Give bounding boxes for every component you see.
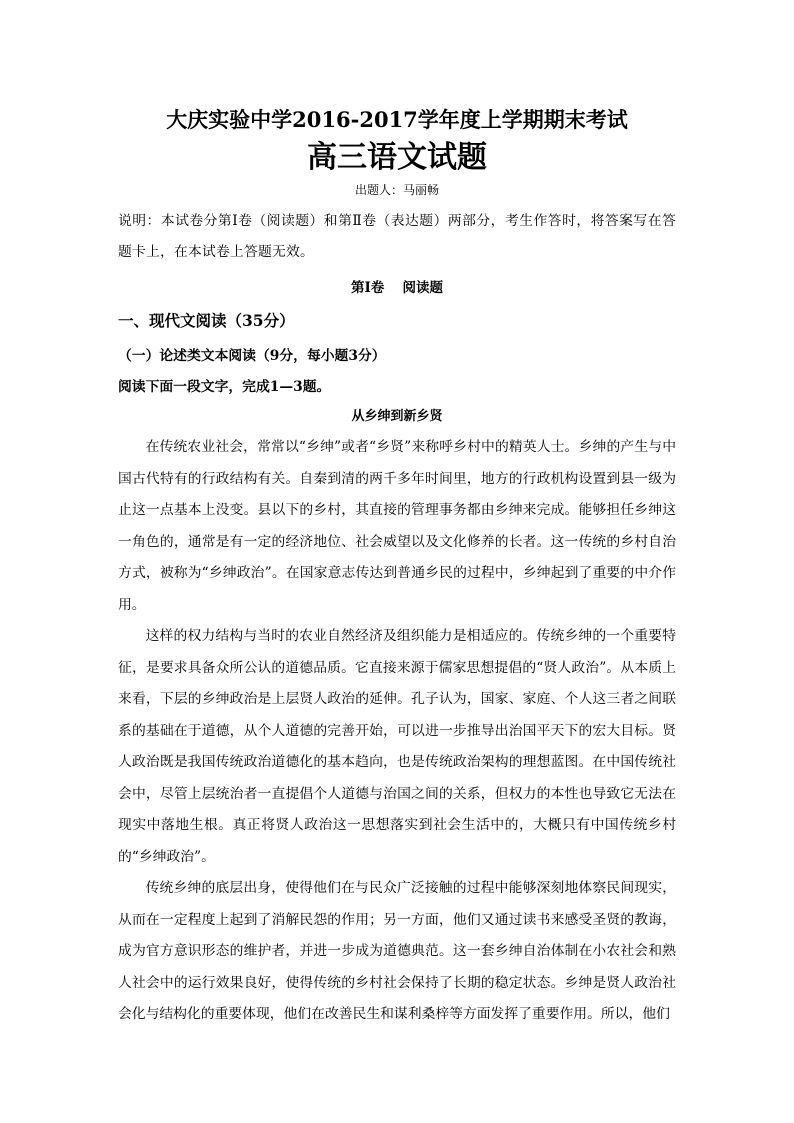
part-one-title: 第Ⅰ卷 阅读题 [350,280,443,296]
exam-instructions: 说明：本试卷分第Ⅰ卷（阅读题）和第Ⅱ卷（表达题）两部分，考生作答时，将答案写在答题卡上，在本试卷上答题无效。 [118,213,676,260]
article-paragraph-2: 这样的权力结构与当时的农业自然经济及组织能力是相适应的。传统乡绅的一个重要特征，是要求具备众所公认的道德品质。它直接来源于儒家思想提倡的“贤人政治”。从本质上来看，下层的乡绅政治是上层贤人政治的延伸。孔子认为，国家、家庭、个人这三者之间联系的基础在于道德，从个人道德的完善开始，可以进一步推导出治国平天下的宏大目标。贤人政治既是我国传统政治道德化的基本趋向，也是传统政治架构的理想蓝图。在中国传统社会中，尽管上层统治者一直提倡个人道德与治国之间的关系，但权力的本性也导致它无法在现实中落地生根。真正将贤人政治这一思想落实到社会生活中的，大概只有中国传统乡村的“乡绅政治”。 [118,628,676,865]
exam-author: 出题人：马丽畅 [354,183,439,197]
exam-subject-title: 高三语文试题 [307,140,487,175]
section-modern-reading: 一、现代文阅读（35分） [118,311,295,330]
exam-title: 大庆实验中学2016-2017学年度上学期期末考试 [166,107,628,132]
reading-instruction: 阅读下面一段文字，完成1—3题。 [118,379,331,395]
article-title: 从乡绅到新乡贤 [351,409,443,424]
article-paragraph-1: 在传统农业社会，常常以“乡绅”或者“乡贤”来称呼乡村中的精英人士。乡绅的产生与中国古代特有的行政结构有关。自秦到清的两千多年时间里，地方的行政机构设置到县一级为止这一点基本上没变。县以下的乡村，其直接的管理事务都由乡绅来完成。能够担任乡绅这一角色的，通常是有一定的经济地位、社会威望以及文化修养的长者。这一传统的乡村自治方式，被称为“乡绅政治”。在国家意志传达到普通乡民的过程中，乡绅起到了重要的中介作用。 [118,439,676,613]
subsection-argumentative-reading: （一）论述类文本阅读（9分，每小题3分） [118,348,386,364]
article-paragraph-3: 传统乡绅的底层出身，使得他们在与民众广泛接触的过程中能够深刻地体察民间现实，从而在一定程度上起到了消解民怨的作用；另一方面，他们又通过读书来感受圣贤的教诲，成为官方意识形态的维护者，并进一步成为道德典范。这一套乡绅自治体制在小农社会和熟人社会中的运行效果良好，使得传统的乡村社会保持了长期的稳定状态。乡绅是贤人政治社会化与结构化的重要体现，他们在改善民生和谋利桑梓等方面发挥了重要作用。所以，他们 [118,880,676,1022]
